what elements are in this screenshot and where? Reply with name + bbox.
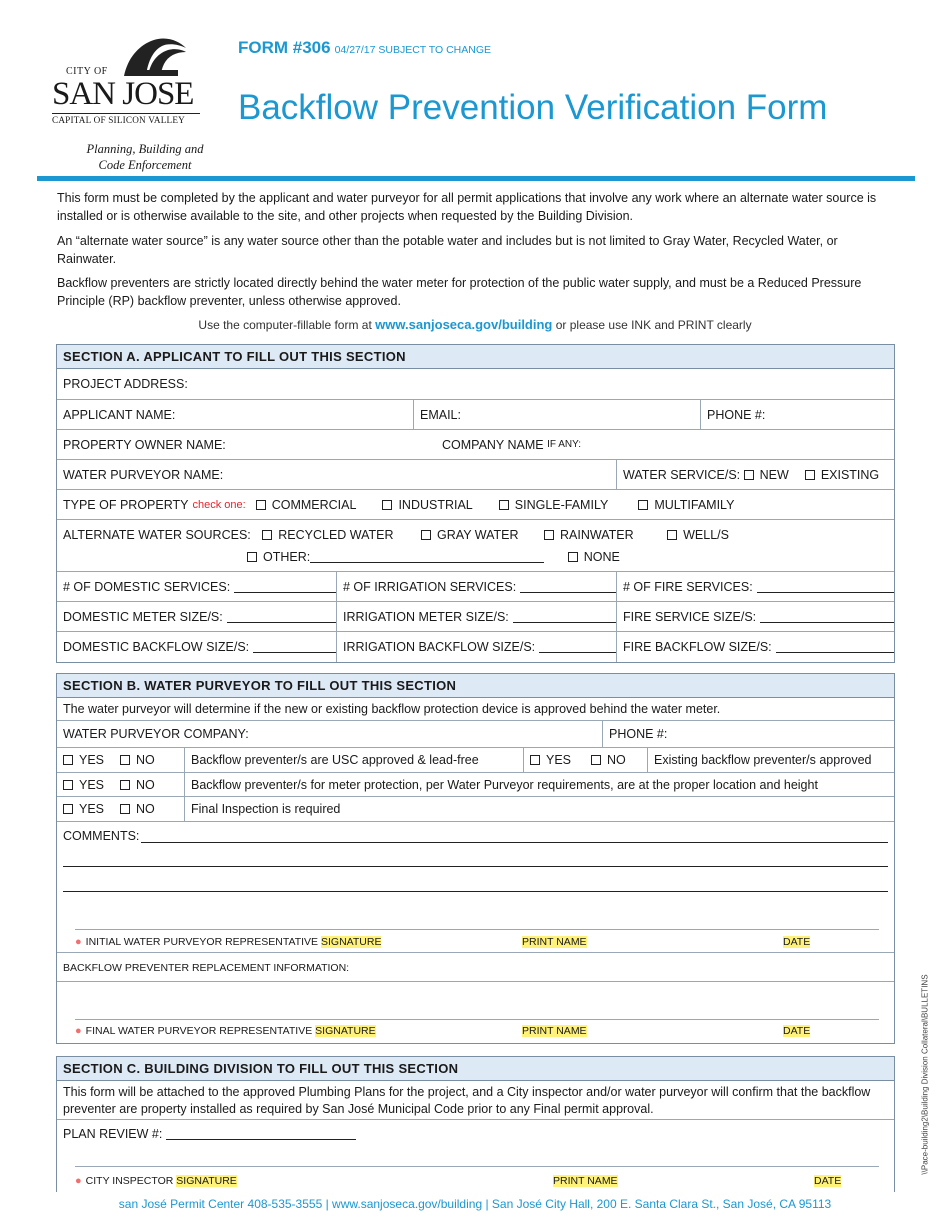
commercial-label: COMMERCIAL [271, 497, 357, 512]
section-c-text-row [57, 1081, 894, 1120]
wells-checkbox[interactable] [667, 530, 677, 540]
company-if-any: IF ANY: [547, 439, 582, 450]
initial-signature-line[interactable] [75, 929, 879, 930]
side-file-path-text: \\Pace-building2\Building Division Collateral\BULLETINS [920, 974, 930, 1175]
single-family-label: SINGLE-FAMILY [514, 497, 609, 512]
domestic-backflow-label: DOMESTIC BACKFLOW SIZE/S: [63, 640, 250, 654]
fire-backflow-input[interactable] [776, 641, 894, 653]
initial-signature-word: SIGNATURE [320, 936, 382, 948]
q3-no-checkbox[interactable] [120, 804, 130, 814]
industrial-label: INDUSTRIAL [398, 497, 473, 512]
department-name [70, 141, 220, 173]
fire-backflow-group [616, 632, 894, 662]
alternate-sources-row [57, 520, 894, 572]
form-date: 04/27/17 SUBJECT TO CHANGE [334, 44, 491, 56]
owner-name-label: PROPERTY OWNER NAME: [63, 437, 226, 452]
section-c-text: This form will be attached to the approved Plumbing Plans for the project, and a City inspector and/or water purveyor will confirm that the backflow preventer are property installed as required by San José Municipal Code prior to any Final permit approval. [63, 1085, 871, 1116]
fire-service-size-group [616, 602, 894, 631]
alternate-sources-line-1 [63, 528, 729, 542]
alternate-sources-label: ALTERNATE WATER SOURCES: [63, 528, 251, 542]
q1b-no-checkbox[interactable] [591, 755, 601, 765]
intro-paragraph-3: Backflow preventers are strictly located directly behind the water meter for protection of the public water supply, and must be a Reduced Pressure Principle (RP) backflow preventer, unless otherwise approved. [57, 276, 862, 308]
irrigation-meter-input[interactable] [513, 611, 616, 623]
section-a [56, 344, 895, 663]
inspector-signature-label: CITY INSPECTOR [85, 1175, 174, 1187]
q1-text: Backflow preventer/s are USC approved & lead-free [184, 748, 523, 772]
new-label: NEW [759, 467, 789, 482]
final-print-name-label: PRINT NAME [522, 1025, 587, 1037]
gray-water-checkbox[interactable] [421, 530, 431, 540]
fire-services-group [616, 572, 894, 601]
existing-label: EXISTING [820, 467, 880, 482]
intro-paragraph-2: An “alternate water source” is any water source other than the potable water and includes but is not limited to Gray Water, Recycled Water, or Rainwater. [57, 234, 838, 266]
section-a-heading: SECTION A. APPLICANT TO FILL OUT THIS SECTION [57, 345, 894, 369]
project-address-row [57, 369, 894, 400]
purveyor-company-row [57, 721, 894, 748]
fire-service-size-input[interactable] [760, 611, 894, 623]
plan-review-input[interactable] [166, 1128, 356, 1140]
multifamily-checkbox[interactable] [638, 500, 648, 510]
inspector-date-label: DATE [814, 1175, 842, 1187]
inspector-signature-line[interactable] [75, 1166, 879, 1167]
footer: san José Permit Center 408-535-3555 | www.sanjoseca.gov/building | San José City Hall, 200 E. Santa Clara St., San José, CA 95113 [118, 1197, 832, 1211]
q1-no-checkbox[interactable] [120, 755, 130, 765]
required-dot-icon: ● [75, 1175, 82, 1187]
industrial-checkbox[interactable] [382, 500, 392, 510]
q3-yes-label: YES [79, 802, 105, 816]
single-family-checkbox[interactable] [499, 500, 509, 510]
purveyor-name-label: WATER PURVEYOR NAME: [63, 467, 224, 482]
applicant-name-field[interactable] [57, 400, 413, 429]
owner-name-field[interactable] [57, 430, 437, 459]
q3-no-label: NO [136, 802, 155, 816]
city-of-text: CITY OF [66, 66, 108, 77]
purveyor-name-field[interactable] [57, 460, 616, 489]
applicant-name-label: APPLICANT NAME: [63, 407, 176, 422]
rainwater-checkbox[interactable] [544, 530, 554, 540]
question-1-row [57, 748, 894, 773]
building-website-link[interactable]: www.sanjoseca.gov/building [375, 317, 553, 332]
q1b-no-label: NO [607, 753, 626, 767]
project-address-label: PROJECT ADDRESS: [63, 377, 188, 391]
domestic-services-group [57, 572, 336, 601]
q1b-yes-checkbox[interactable] [530, 755, 540, 765]
section-c [56, 1056, 895, 1192]
fire-services-input[interactable] [757, 581, 894, 593]
email-label: EMAIL: [420, 407, 461, 422]
question-3-row [57, 797, 894, 822]
domestic-services-input[interactable] [234, 581, 336, 593]
inspector-signature-caption [75, 1175, 237, 1187]
comments-label: COMMENTS: [63, 829, 140, 843]
plan-review-label: PLAN REVIEW #: [63, 1127, 163, 1141]
existing-checkbox[interactable] [805, 470, 815, 480]
initial-print-name-label: PRINT NAME [522, 936, 587, 948]
q1-yes-checkbox[interactable] [63, 755, 73, 765]
domestic-backflow-group [57, 632, 336, 662]
domestic-meter-group [57, 602, 336, 631]
final-signature-line[interactable] [75, 1019, 879, 1020]
purveyor-company-field[interactable] [57, 721, 602, 747]
company-name-field[interactable] [436, 430, 894, 459]
other-label: OTHER: [263, 550, 311, 564]
fire-service-size-label: FIRE SERVICE SIZE/S: [623, 609, 757, 624]
recycled-water-label: RECYCLED WATER [278, 528, 394, 542]
services-count-row [57, 572, 894, 602]
water-service-label: WATER SERVICE/S: [623, 467, 741, 482]
q2-yes-no [57, 773, 184, 796]
city-logo [52, 36, 202, 176]
required-dot-icon: ● [75, 1025, 82, 1037]
phone-field[interactable] [700, 400, 894, 429]
header-divider [37, 176, 915, 181]
section-b-intro: The water purveyor will determine if the new or existing backflow protection device is approved behind the water meter. [63, 702, 721, 716]
property-type-label: TYPE OF PROPERTY [63, 497, 189, 512]
side-file-path [916, 970, 928, 1185]
q1-yes-label: YES [79, 753, 105, 767]
section-b-heading: SECTION B. WATER PURVEYOR TO FILL OUT THIS SECTION [57, 674, 894, 698]
q2-yes-label: YES [79, 777, 105, 792]
q1b-yes-no [523, 748, 647, 772]
irrigation-meter-group [336, 602, 616, 631]
city-hall-icon [118, 36, 190, 80]
other-checkbox[interactable] [247, 552, 257, 562]
fire-services-label: # OF FIRE SERVICES: [623, 579, 753, 594]
fillable-note [0, 317, 950, 332]
q3-yes-checkbox[interactable] [63, 804, 73, 814]
check-one-note: check one: [192, 498, 246, 511]
multifamily-label: MULTIFAMILY [654, 497, 735, 512]
replacement-block [57, 953, 894, 1043]
domestic-services-label: # OF DOMESTIC SERVICES: [63, 579, 231, 594]
inspector-print-name-label: PRINT NAME [553, 1175, 618, 1187]
commercial-checkbox[interactable] [256, 500, 266, 510]
irrigation-backflow-input[interactable] [539, 641, 616, 653]
phone-label: PHONE #: [707, 407, 766, 422]
q3-text: Final Inspection is required [184, 797, 894, 821]
property-type-group [57, 490, 894, 519]
q3-yes-no [57, 797, 184, 821]
intro-paragraph-1: This form must be completed by the applicant and water purveyor for all permit applications that involve any work where an alternate water source is installed or is otherwise available to the site, and other projects when requested by the Building Division. [57, 191, 877, 223]
project-address-field[interactable] [57, 369, 894, 399]
wells-label: WELL/S [683, 528, 729, 542]
final-signature-caption [75, 1025, 376, 1037]
comments-line-3[interactable] [63, 891, 888, 892]
plan-review-block [57, 1121, 894, 1193]
question-2-row [57, 773, 894, 797]
purveyor-company-label: WATER PURVEYOR COMPANY: [63, 727, 249, 741]
comments-block [57, 822, 894, 953]
form-number-text: FORM #306 [238, 38, 331, 57]
alternate-sources-line-2 [247, 550, 620, 564]
none-checkbox[interactable] [568, 552, 578, 562]
q2-no-label: NO [136, 777, 155, 792]
meter-size-row [57, 602, 894, 632]
q1b-text: Existing backflow preventer/s approved [647, 748, 894, 772]
irrigation-services-input[interactable] [520, 581, 616, 593]
irrigation-meter-label: IRRIGATION METER SIZE/S: [343, 609, 509, 624]
rainwater-label: RAINWATER [560, 528, 634, 542]
section-b [56, 673, 895, 1044]
replacement-header [57, 953, 894, 982]
domestic-meter-input[interactable] [227, 611, 336, 623]
purveyor-row [57, 460, 894, 490]
section-c-heading: SECTION C. BUILDING DIVISION TO FILL OUT THIS SECTION [57, 1057, 894, 1081]
fire-backflow-label: FIRE BACKFLOW SIZE/S: [623, 640, 772, 654]
page-title: Backflow Prevention Verification Form [238, 88, 828, 127]
initial-signature-caption [75, 936, 381, 948]
inspector-signature-word: SIGNATURE [176, 1175, 237, 1187]
city-name: SAN JOSE [52, 76, 194, 112]
fillable-post: or please use INK and PRINT clearly [555, 318, 752, 332]
domestic-backflow-input[interactable] [253, 641, 336, 653]
property-type-row [57, 490, 894, 520]
q1b-yes-label: YES [546, 753, 572, 767]
none-label: NONE [583, 550, 620, 564]
dept-line-1: Planning, Building and [86, 142, 204, 156]
required-dot-icon: ● [75, 936, 82, 948]
email-field[interactable] [413, 400, 700, 429]
plan-review-group [63, 1127, 356, 1141]
initial-date-label: DATE [783, 936, 811, 948]
comments-line-2[interactable] [63, 866, 888, 867]
backflow-size-row [57, 632, 894, 662]
final-date-label: DATE [783, 1025, 811, 1037]
replacement-label: BACKFLOW PREVENTER REPLACEMENT INFORMATION: [63, 962, 350, 974]
dept-line-2: Code Enforcement [98, 158, 192, 172]
purveyor-phone-label: PHONE #: [609, 727, 668, 741]
new-checkbox[interactable] [744, 470, 754, 480]
form-number [238, 38, 491, 58]
owner-row [57, 430, 894, 460]
company-name-label: COMPANY NAME [442, 437, 544, 452]
logo-rule [52, 113, 200, 114]
q2-no-checkbox[interactable] [120, 780, 130, 790]
applicant-row [57, 400, 894, 430]
fillable-pre: Use the computer-fillable form at [198, 318, 372, 332]
q2-yes-checkbox[interactable] [63, 780, 73, 790]
other-input[interactable] [310, 551, 544, 563]
section-b-intro-row [57, 698, 894, 721]
final-signature-word: SIGNATURE [315, 1025, 376, 1037]
gray-water-label: GRAY WATER [437, 528, 519, 542]
irrigation-backflow-group [336, 632, 616, 662]
irrigation-services-group [336, 572, 616, 601]
q2-text: Backflow preventer/s for meter protection, per Water Purveyor requirements, are at the proper location and height [184, 773, 894, 796]
q1-no-label: NO [136, 753, 155, 767]
domestic-meter-label: DOMESTIC METER SIZE/S: [63, 609, 223, 624]
comments-line-1[interactable] [141, 842, 888, 843]
purveyor-phone-field[interactable] [602, 721, 894, 747]
q1-yes-no [57, 748, 184, 772]
irrigation-services-label: # OF IRRIGATION SERVICES: [343, 579, 517, 594]
initial-signature-label: INITIAL WATER PURVEYOR REPRESENTATIVE [85, 936, 319, 948]
irrigation-backflow-label: IRRIGATION BACKFLOW SIZE/S: [343, 640, 536, 654]
city-tagline: CAPITAL OF SILICON VALLEY [52, 115, 185, 125]
recycled-water-checkbox[interactable] [262, 530, 272, 540]
final-signature-label: FINAL WATER PURVEYOR REPRESENTATIVE [85, 1025, 313, 1037]
water-service-group [616, 460, 894, 489]
